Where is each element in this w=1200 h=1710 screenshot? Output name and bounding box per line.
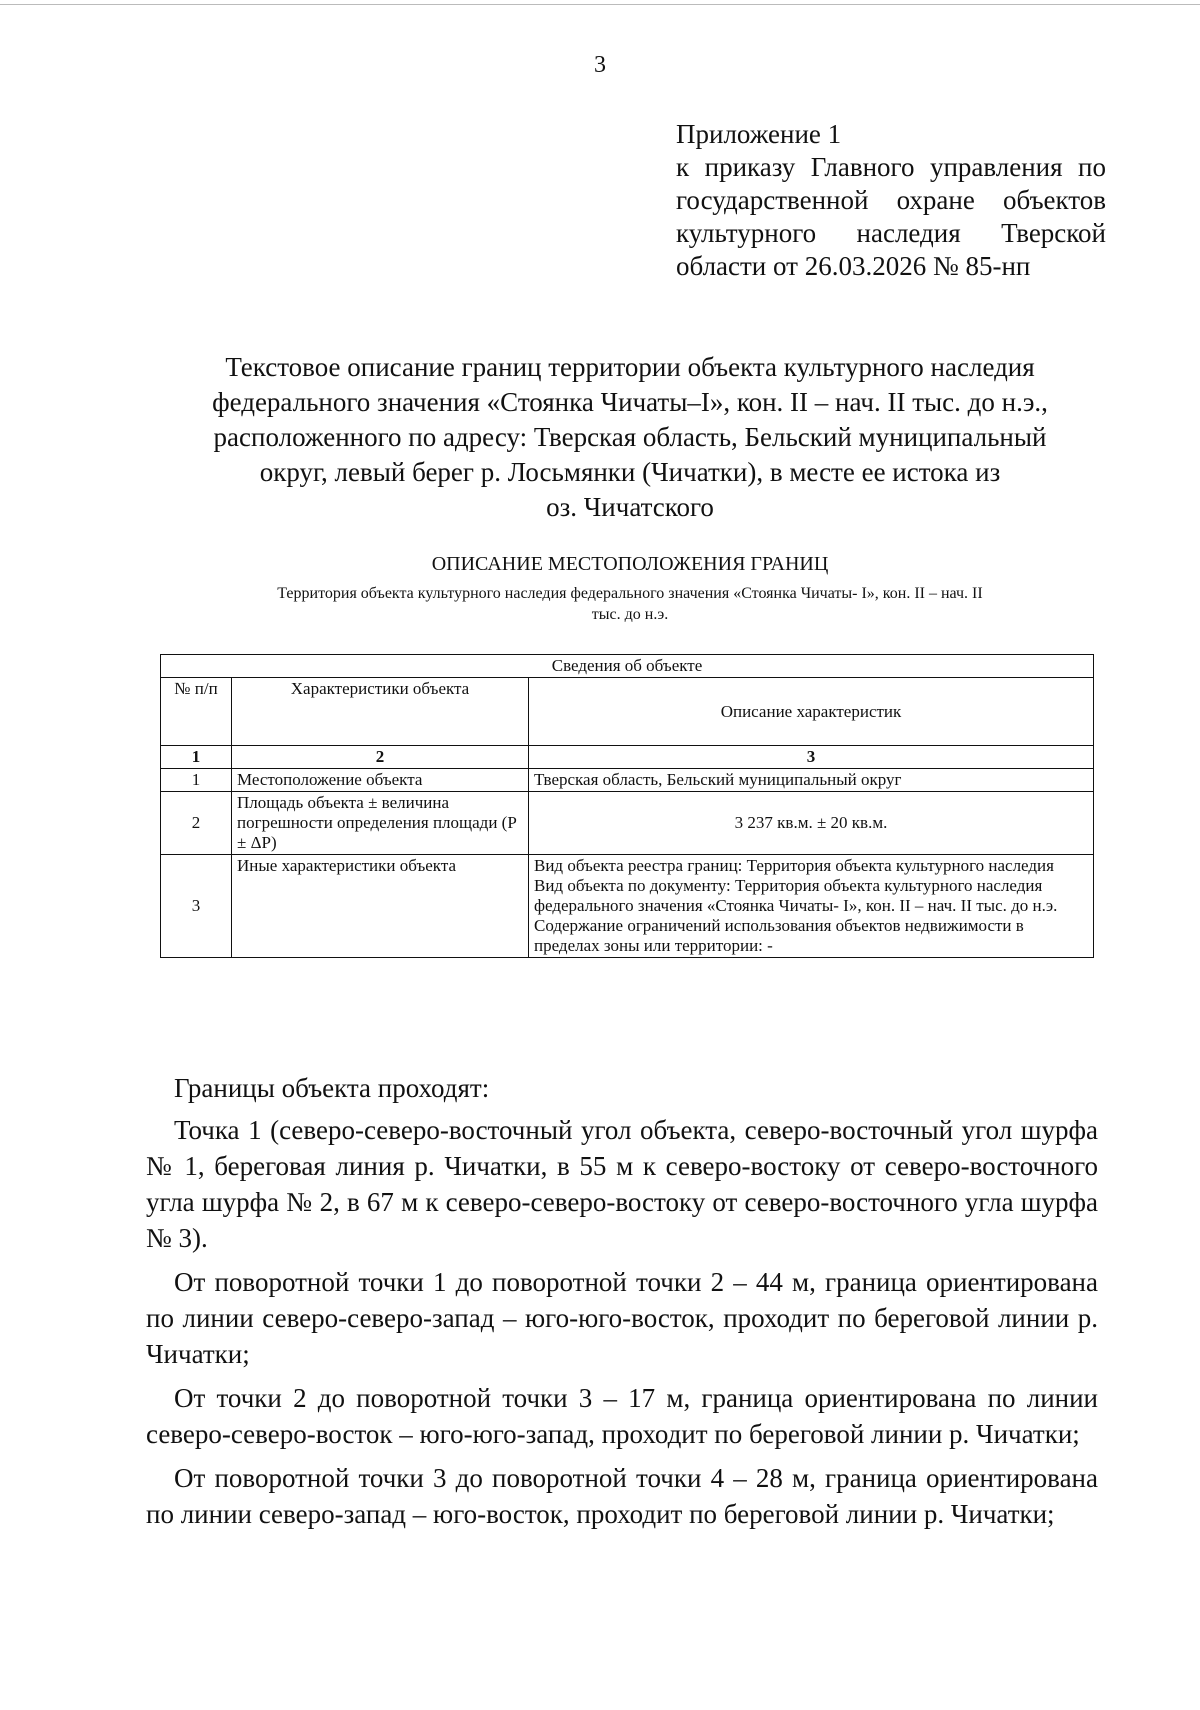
location-subtext-line-2: тыс. до н.э. bbox=[591, 606, 669, 623]
header-number: № п/п bbox=[161, 678, 232, 746]
boundary-intro: Границы объекта проходят: bbox=[174, 1073, 490, 1103]
header-description: Описание характеристик bbox=[529, 678, 1094, 746]
header-characteristic: Характеристики объекта bbox=[232, 678, 529, 746]
table-header-row bbox=[161, 678, 1094, 746]
boundary-paragraph-1: Точка 1 (северо-северо-восточный угол объекта, северо-восточный угол шурфа № 1, береговая линия р. Чичатки, в 55 м к северо-востоку от северо-восточного угла шурфа № 2, в 67 м к северо-северо-востоку от северо-восточного угла шурфа № 3). bbox=[146, 1115, 1098, 1253]
title-line-5: оз. Чичатского bbox=[546, 492, 714, 522]
boundary-description bbox=[146, 1070, 1098, 1540]
row-characteristic: Площадь объекта ± величина погрешности определения площади (Р ± ΔР) bbox=[232, 792, 529, 855]
object-info-table bbox=[160, 654, 1094, 958]
row-description: 3 237 кв.м. ± 20 кв.м. bbox=[529, 792, 1094, 855]
col-number-3: 3 bbox=[529, 746, 1094, 769]
table-row bbox=[161, 792, 1094, 855]
annex-line-3: государственной охране объектов bbox=[676, 185, 1106, 215]
table-column-numbers-row bbox=[161, 746, 1094, 769]
title-line-4: округ, левый берег р. Лосьмянки (Чичатки), в месте ее истока из bbox=[259, 457, 1001, 487]
col-number-2: 2 bbox=[232, 746, 529, 769]
row-description-line-3: Содержание ограничений использования объектов недвижимости в пределах зоны или территории: - bbox=[534, 916, 1024, 955]
row-description: Тверская область, Бельский муниципальный округ bbox=[529, 769, 1094, 792]
location-subtext-line-1: Территория объекта культурного наследия федерального значения «Стоянка Чичаты- I», кон. II – нач. II bbox=[277, 585, 983, 602]
annex-header bbox=[676, 118, 1106, 283]
title-line-1: Текстовое описание границ территории объекта культурного наследия bbox=[225, 352, 1035, 382]
location-subtext bbox=[160, 583, 1100, 625]
annex-line-4: культурного наследия Тверской bbox=[676, 218, 1106, 248]
table-row bbox=[161, 769, 1094, 792]
table-caption-row bbox=[161, 655, 1094, 678]
row-description bbox=[529, 855, 1094, 958]
location-heading: ОПИСАНИЕ МЕСТОПОЛОЖЕНИЯ ГРАНИЦ bbox=[431, 553, 829, 575]
document-title bbox=[150, 350, 1110, 525]
page-top-edge-line bbox=[0, 4, 1200, 5]
title-line-2: федерального значения «Стоянка Чичаты–I», кон. II – нач. II тыс. до н.э., bbox=[212, 387, 1048, 417]
boundary-paragraph-4: От поворотной точки 3 до поворотной точки 4 – 28 м, граница ориентирована по линии северо-запад – юго-восток, проходит по береговой линии р. Чичатки; bbox=[146, 1463, 1098, 1529]
page-number: 3 bbox=[594, 52, 606, 78]
annex-line-2: к приказу Главного управления по bbox=[676, 152, 1106, 182]
row-characteristic: Местоположение объекта bbox=[232, 769, 529, 792]
row-index: 2 bbox=[161, 792, 232, 855]
row-characteristic: Иные характеристики объекта bbox=[232, 855, 529, 958]
row-description-line-1: Вид объекта реестра границ: Территория объекта культурного наследия bbox=[534, 856, 1054, 875]
col-number-1: 1 bbox=[161, 746, 232, 769]
table-row bbox=[161, 855, 1094, 958]
row-index: 1 bbox=[161, 769, 232, 792]
row-description-line-2: Вид объекта по документу: Территория объекта культурного наследия федерального значения «Стоянка Чичаты- I», кон. II – нач. II тыс. до н.э. bbox=[534, 876, 1058, 915]
table-caption: Сведения об объекте bbox=[161, 655, 1094, 678]
boundary-paragraph-3: От точки 2 до поворотной точки 3 – 17 м, граница ориентирована по линии северо-северо-восток – юго-юго-запад, проходит по береговой линии р. Чичатки; bbox=[146, 1383, 1098, 1449]
row-index: 3 bbox=[161, 855, 232, 958]
annex-line-5: области от 26.03.2026 № 85-нп bbox=[676, 251, 1031, 281]
annex-line-1: Приложение 1 bbox=[676, 119, 842, 149]
title-line-3: расположенного по адресу: Тверская область, Бельский муниципальный bbox=[213, 422, 1047, 452]
boundary-paragraph-2: От поворотной точки 1 до поворотной точки 2 – 44 м, граница ориентирована по линии северо-северо-запад – юго-юго-восток, проходит по береговой линии р. Чичатки; bbox=[146, 1267, 1098, 1369]
